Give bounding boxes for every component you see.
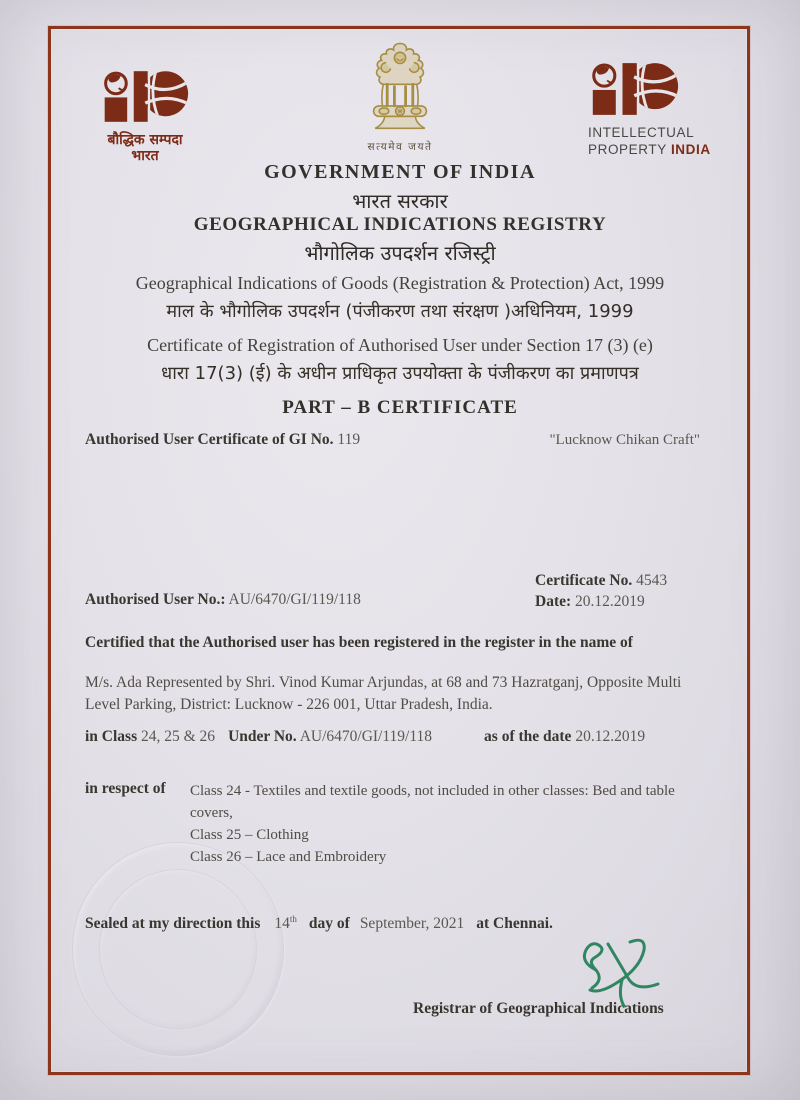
logo-caption-line2: भारत bbox=[131, 147, 159, 164]
ip-india-logo-icon bbox=[588, 60, 680, 118]
right-logo-word-india: INDIA bbox=[670, 141, 711, 157]
holder-details: M/s. Ada Represented by Shri. Vinod Kumar Arjundas, at 68 and 73 Hazratganj, Opposite Multi Level Parking, District: Lucknow - 226 001, Uttar Pradesh, India. bbox=[85, 674, 682, 713]
ip-india-logo-icon bbox=[100, 68, 190, 125]
right-logo-caption bbox=[588, 125, 748, 159]
in-class-group bbox=[85, 728, 215, 745]
under-no-group bbox=[228, 728, 432, 745]
under-no-value: AU/6470/GI/119/118 bbox=[299, 728, 433, 745]
authorised-user-value: AU/6470/GI/119/118 bbox=[228, 591, 361, 608]
as-of-date-value: 20.12.2019 bbox=[575, 728, 646, 745]
gi-number-label: Authorised User Certificate of GI No. bbox=[85, 431, 334, 448]
part-b-certificate-title: PART – B CERTIFICATE bbox=[282, 397, 518, 418]
in-class-label: in Class bbox=[85, 728, 138, 745]
gi-registry-title-hindi: भौगोलिक उपदर्शन रजिस्ट्री bbox=[304, 241, 496, 265]
gi-number-left bbox=[85, 431, 360, 449]
certified-statement: Certified that the Authorised user has been registered in the register in the name of bbox=[85, 634, 633, 651]
act-title: Geographical Indications of Goods (Registration & Protection) Act, 1999 bbox=[135, 273, 665, 293]
right-logo-line2 bbox=[588, 142, 748, 159]
class-25-item: Class 25 – Clothing bbox=[190, 827, 309, 844]
certificate-number-label: Certificate No. bbox=[535, 572, 633, 589]
sealed-day bbox=[274, 915, 297, 932]
gi-name: "Lucknow Chikan Craft" bbox=[549, 432, 700, 448]
in-respect-of-label: in respect of bbox=[85, 780, 166, 797]
ipindia-logo-left bbox=[78, 68, 212, 164]
sealed-month-year: September, 2021 bbox=[359, 915, 465, 933]
authorised-user-label: Authorised User No.: bbox=[85, 591, 226, 608]
class-26-item: Class 26 – Lace and Embroidery bbox=[190, 849, 387, 866]
ipindia-logo-right bbox=[588, 60, 748, 159]
registrar-signature-icon bbox=[566, 936, 681, 1021]
gi-number-row bbox=[85, 431, 700, 449]
section-title-hindi: धारा 17(3) (ई) के अधीन प्राधिकृत उपयोक्ता के पंजीकरण का प्रमाणपत्र bbox=[161, 363, 639, 384]
sealed-day-number: 14 bbox=[274, 915, 290, 933]
class-registration-row bbox=[85, 728, 700, 746]
section-title: Certificate of Registration of Authorised User under Section 17 (3) (e) bbox=[147, 335, 653, 355]
registrar-title: Registrar of Geographical Indications bbox=[413, 1000, 664, 1017]
under-no-label: Under No. bbox=[228, 728, 297, 745]
right-logo-line1: INTELLECTUAL bbox=[588, 125, 695, 140]
sealed-place: at Chennai. bbox=[476, 915, 553, 933]
certificate-number-value: 4543 bbox=[636, 572, 668, 589]
certificate-number-line bbox=[535, 570, 667, 591]
right-logo-word-property: PROPERTY bbox=[588, 141, 667, 157]
certificate-date-value: 20.12.2019 bbox=[575, 593, 645, 610]
act-title-hindi: माल के भौगोलिक उपदर्शन (पंजीकरण तथा संरक्षण )अधिनियम, 1999 bbox=[166, 301, 634, 322]
logo-caption-line1: बौद्धिक सम्पदा bbox=[107, 132, 183, 148]
embossed-seal bbox=[72, 842, 284, 1056]
gi-registry-title: GEOGRAPHICAL INDICATIONS REGISTRY bbox=[193, 214, 607, 235]
class-24-item: Class 24 - Textiles and textile goods, not included in other classes: Bed and table covers, bbox=[190, 783, 675, 822]
authorised-user-number-row bbox=[85, 591, 700, 609]
government-of-india-title-hindi: भारत सरकार bbox=[352, 189, 448, 213]
sealed-day-suffix: th bbox=[289, 914, 297, 924]
certificate-date-label: Date: bbox=[535, 593, 572, 610]
india-national-emblem bbox=[346, 40, 454, 154]
gi-number-value: 119 bbox=[337, 431, 361, 448]
ashoka-lion-capital-icon bbox=[364, 40, 436, 135]
ipindia-logo-left-caption bbox=[78, 133, 212, 164]
sealed-prefix: Sealed at my direction this bbox=[85, 915, 261, 933]
as-of-date-label: as of the date bbox=[484, 728, 572, 745]
sealed-statement-row bbox=[85, 914, 700, 933]
goods-classes-list bbox=[190, 780, 702, 868]
government-of-india-title: GOVERNMENT OF INDIA bbox=[264, 161, 536, 183]
sealed-middle: day of bbox=[308, 915, 350, 933]
as-of-date-group bbox=[484, 728, 645, 745]
in-class-value: 24, 25 & 26 bbox=[141, 728, 216, 745]
emblem-motto: सत्यमेव जयते bbox=[367, 141, 433, 153]
